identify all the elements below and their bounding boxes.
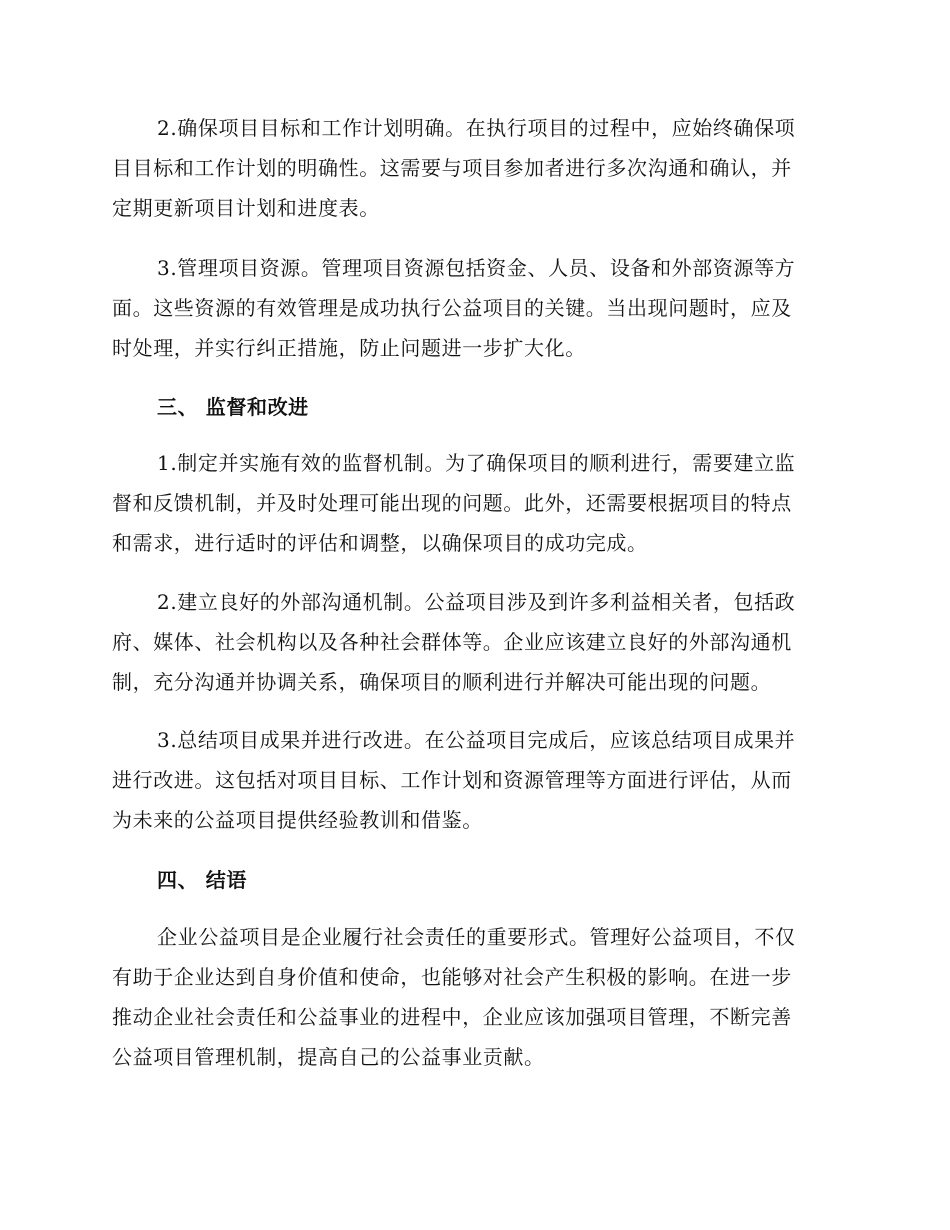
text-line: 为未来的公益项目提供经验教训和借鉴。: [112, 808, 483, 832]
text-line: 目目标和工作计划的明确性。这需要与项目参加者进行多次沟通和确认，并: [112, 156, 792, 180]
section-heading: 三、 监督和改进: [157, 395, 309, 419]
paragraph-1-supervision: [112, 443, 832, 563]
text-line: 时处理，并实行纠正措施，防止问题进一步扩大化。: [112, 336, 586, 360]
section-heading-4: [112, 860, 832, 900]
paragraph-2-clear-goals: [112, 108, 832, 228]
text-line: 公益项目管理机制，提高自己的公益事业贡献。: [112, 1045, 545, 1069]
text-line: 和需求，进行适时的评估和调整，以确保项目的成功完成。: [112, 531, 648, 555]
text-line: 2.建立良好的外部沟通机制。公益项目涉及到许多利益相关者，包括政: [157, 590, 796, 614]
text-line: 进行改进。这包括对项目目标、工作计划和资源管理等方面进行评估，从而: [112, 768, 792, 792]
paragraph-2-communication: [112, 582, 832, 702]
paragraph-3-manage-resources: [112, 248, 832, 368]
paragraph-3-summary: [112, 720, 832, 840]
section-heading-3: [112, 387, 832, 427]
text-line: 府、媒体、社会机构以及各种社会群体等。企业应该建立良好的外部沟通机: [112, 630, 792, 654]
text-line: 制，充分沟通并协调关系，确保项目的顺利进行并解决可能出现的问题。: [112, 670, 772, 694]
text-line: 有助于企业达到自身价值和使命，也能够对社会产生积极的影响。在进一步: [112, 965, 792, 989]
paragraph-conclusion: [112, 917, 832, 1077]
text-line: 面。这些资源的有效管理是成功执行公益项目的关键。当出现问题时，应及: [112, 296, 792, 320]
text-line: 1.制定并实施有效的监督机制。为了确保项目的顺利进行，需要建立监: [157, 451, 796, 475]
section-heading: 四、 结语: [157, 868, 247, 892]
text-line: 推动企业社会责任和公益事业的进程中，企业应该加强项目管理，不断完善: [112, 1005, 792, 1029]
text-line: 企业公益项目是企业履行社会责任的重要形式。管理好公益项目，不仅: [157, 925, 796, 949]
text-line: 3.管理项目资源。管理项目资源包括资金、人员、设备和外部资源等方: [157, 256, 796, 280]
text-line: 督和反馈机制，并及时处理可能出现的问题。此外，还需要根据项目的特点: [112, 491, 792, 515]
text-line: 2.确保项目目标和工作计划明确。在执行项目的过程中，应始终确保项: [157, 116, 796, 140]
text-line: 定期更新项目计划和进度表。: [112, 196, 380, 220]
text-line: 3.总结项目成果并进行改进。在公益项目完成后，应该总结项目成果并: [157, 728, 796, 752]
